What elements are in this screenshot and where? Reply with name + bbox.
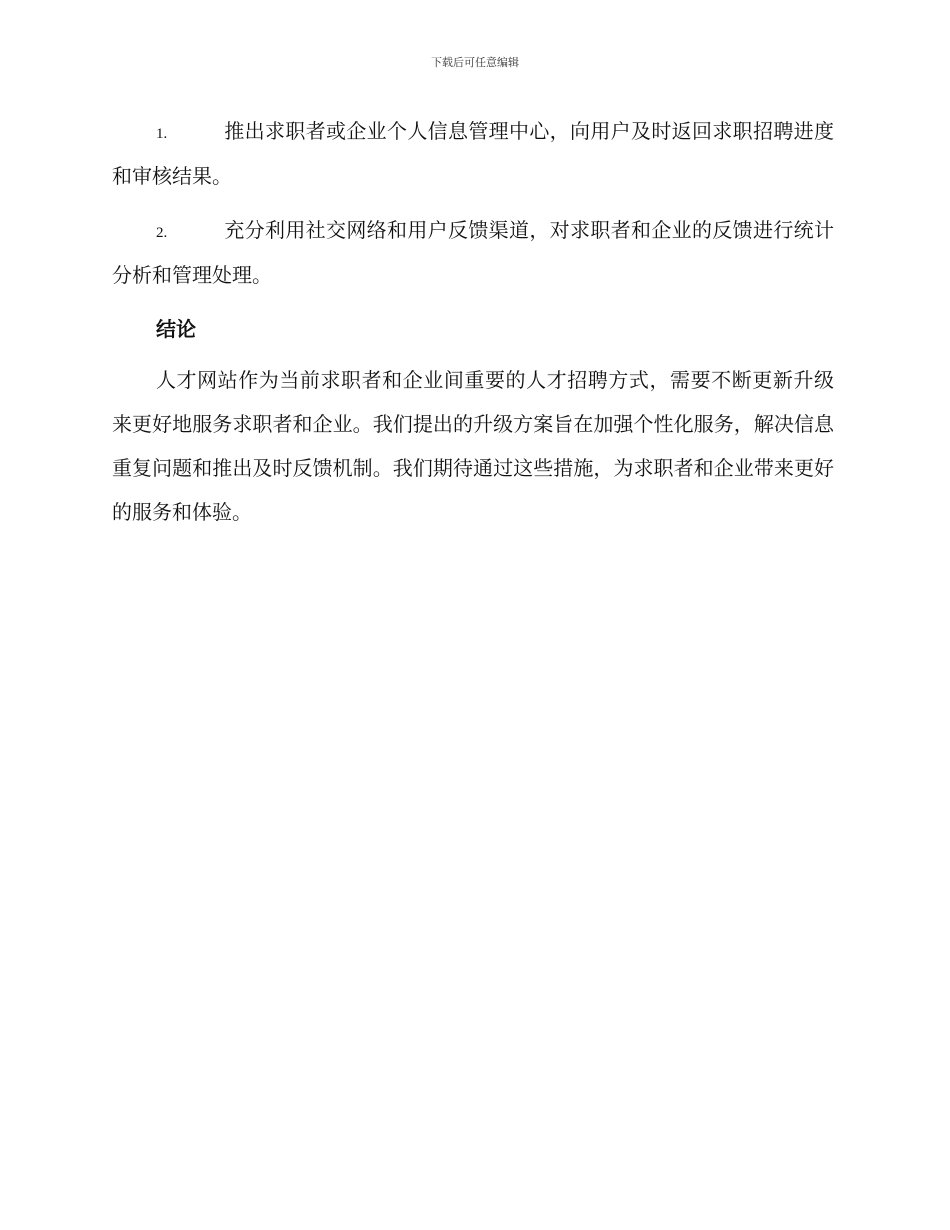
list-item <box>112 110 834 197</box>
list-item-number: 2. <box>156 225 168 241</box>
list-item-number: 1. <box>156 126 168 142</box>
document-content <box>112 110 834 534</box>
list-item-text: 推出求职者或企业个人信息管理中心，向用户及时返回求职招聘进度和审核结果。 <box>112 119 834 188</box>
conclusion-heading: 结论 <box>156 317 196 341</box>
list-item <box>112 209 834 296</box>
header-note: 下载后可任意编辑 <box>431 56 519 69</box>
conclusion-paragraph: 人才网站作为当前求职者和企业间重要的人才招聘方式，需要不断更新升级来更好地服务求职者和企业。我们提出的升级方案旨在加强个性化服务，解决信息重复问题和推出及时反馈机制。我们期待通过这些措施，为求职者和企业带来更好的服务和体验。 <box>112 368 834 524</box>
list-item-text: 充分利用社交网络和用户反馈渠道，对求职者和企业的反馈进行统计分析和管理处理。 <box>112 218 834 287</box>
